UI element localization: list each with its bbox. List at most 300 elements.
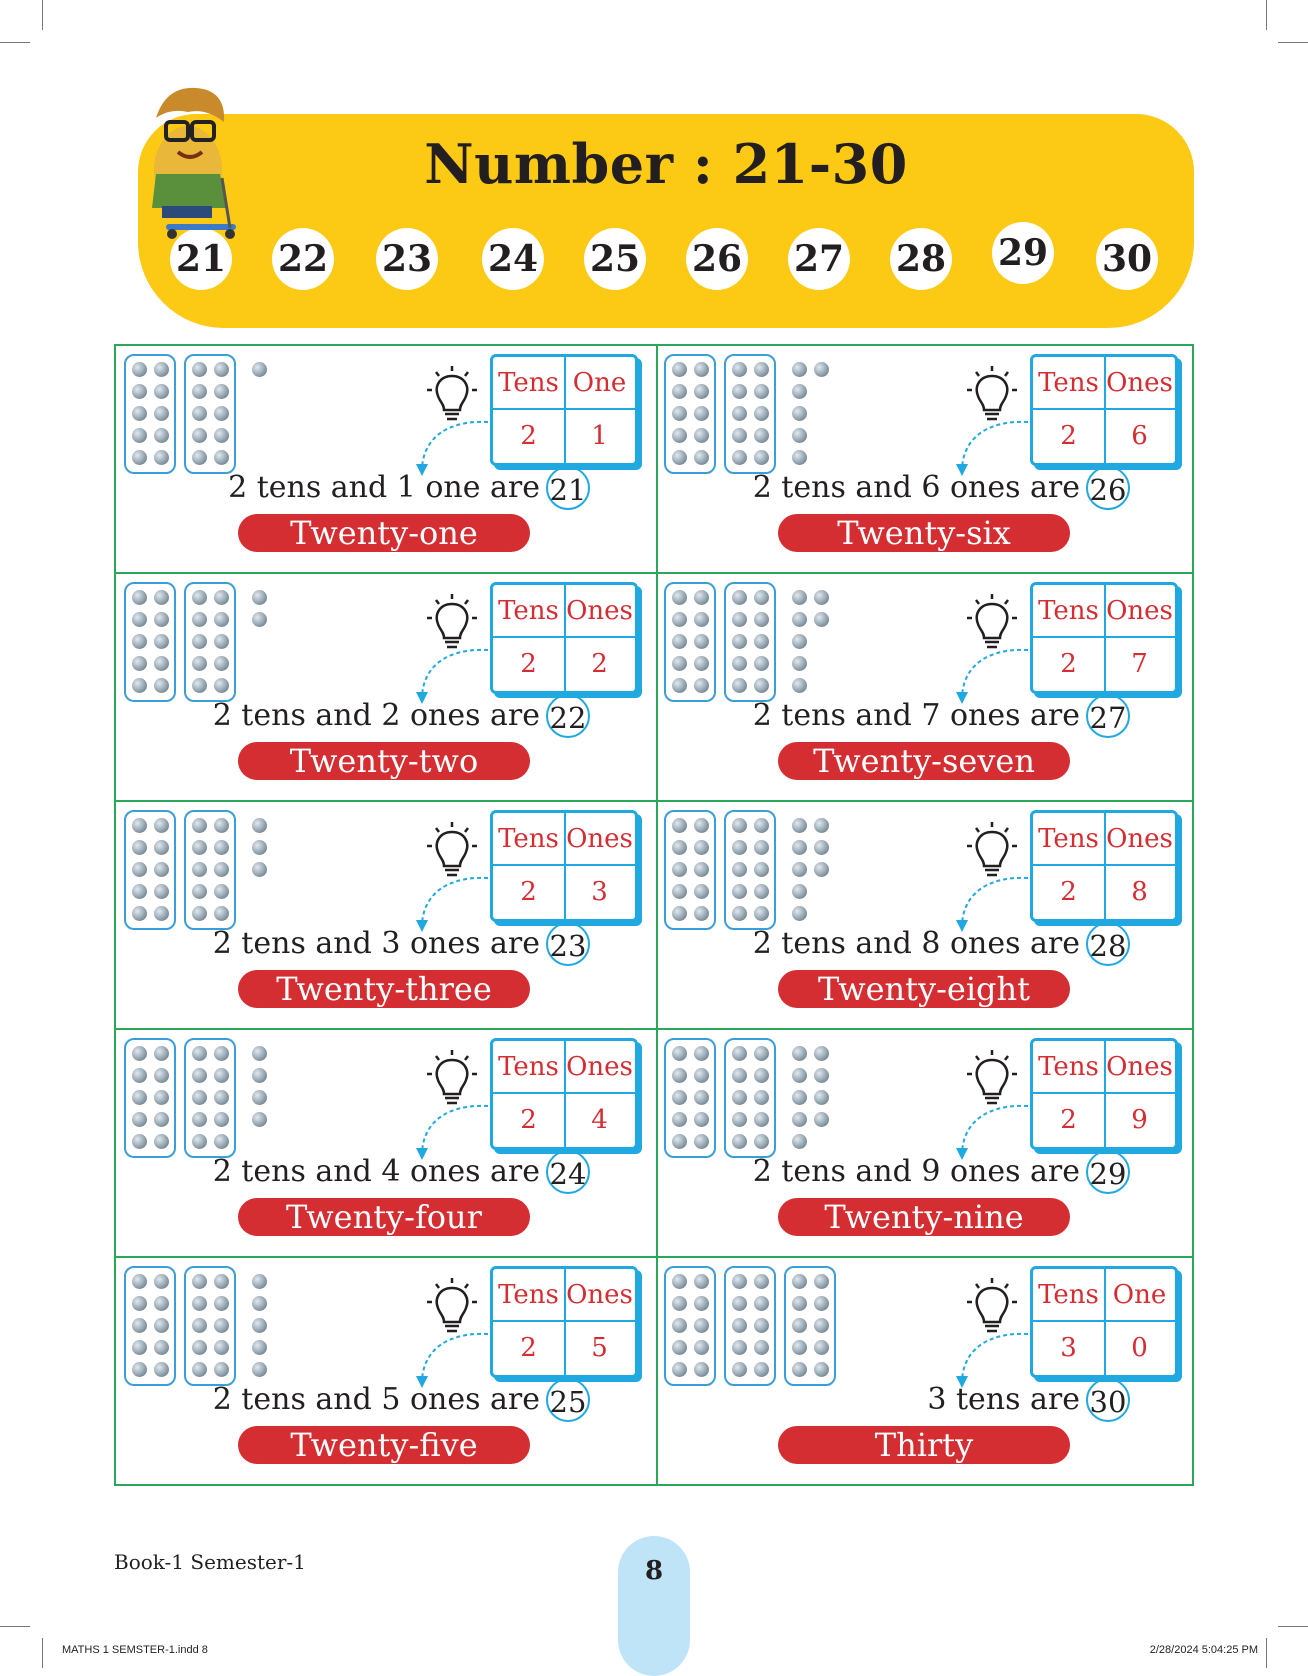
bead [732, 612, 747, 627]
bead [792, 428, 807, 443]
bead [732, 1046, 747, 1061]
bead [694, 1090, 709, 1105]
bead [154, 1090, 169, 1105]
number-bubble: 28 [890, 228, 952, 290]
bead [214, 590, 229, 605]
bead [792, 840, 807, 855]
bead [792, 406, 807, 421]
crop-mark [42, 1638, 43, 1668]
bead [252, 612, 267, 627]
bead [732, 384, 747, 399]
bead [792, 1318, 807, 1333]
bead [792, 1340, 807, 1355]
bead [192, 884, 207, 899]
tens-ones-sentence: 2 tens and 5 ones are [212, 1382, 540, 1417]
number-card [654, 800, 1194, 1028]
tens-header: Tens [1038, 1280, 1099, 1310]
bead [732, 590, 747, 605]
number-row [160, 228, 1180, 294]
bead [192, 1068, 207, 1083]
bead [214, 1046, 229, 1061]
bead [754, 862, 769, 877]
file-slug: MATHS 1 SEMSTER-1.indd 8 [62, 1644, 208, 1656]
circled-number: 23 [546, 922, 590, 966]
bead [792, 1068, 807, 1083]
bead [214, 678, 229, 693]
bead [252, 840, 267, 855]
ones-value: 5 [591, 1333, 608, 1363]
bead [214, 1318, 229, 1333]
bead [132, 1340, 147, 1355]
bead [252, 1318, 267, 1333]
bead [214, 1068, 229, 1083]
bead [694, 362, 709, 377]
bead [694, 612, 709, 627]
bead [754, 656, 769, 671]
crop-mark [42, 0, 43, 30]
number-bubble: 30 [1096, 228, 1158, 290]
bead [792, 1090, 807, 1105]
bead [672, 590, 687, 605]
lightbulb-icon [426, 592, 478, 652]
bead [132, 612, 147, 627]
tens-header: Tens [498, 824, 559, 854]
bead [154, 906, 169, 921]
bead [694, 1068, 709, 1083]
bead [132, 634, 147, 649]
number-card [654, 344, 1194, 572]
number-bubble: 29 [992, 222, 1054, 284]
bead [154, 1068, 169, 1083]
bead [154, 840, 169, 855]
bead [154, 1274, 169, 1289]
bead [792, 362, 807, 377]
bead [814, 840, 829, 855]
bead [192, 1046, 207, 1061]
bead [214, 1296, 229, 1311]
bead [132, 1090, 147, 1105]
ones-header: One [1112, 1280, 1167, 1310]
bead [252, 1274, 267, 1289]
bead [672, 818, 687, 833]
bead [214, 1362, 229, 1377]
bead [732, 1296, 747, 1311]
ones-header: Ones [566, 824, 633, 854]
ones-value: 0 [1131, 1333, 1148, 1363]
bead [154, 884, 169, 899]
bead [732, 450, 747, 465]
bead [814, 1112, 829, 1127]
bead [694, 1362, 709, 1377]
tens-value: 2 [520, 649, 537, 679]
tens-header: Tens [498, 1052, 559, 1082]
bead [792, 1046, 807, 1061]
lightbulb-icon [966, 1048, 1018, 1108]
bead [754, 1274, 769, 1289]
bead [214, 818, 229, 833]
crop-mark [0, 42, 30, 43]
bead [252, 362, 267, 377]
bead [252, 862, 267, 877]
place-value-table [1030, 810, 1178, 922]
place-value-table [1030, 354, 1178, 466]
bead [214, 1274, 229, 1289]
bead [792, 656, 807, 671]
bead [192, 656, 207, 671]
bead [732, 1340, 747, 1355]
bead [154, 1362, 169, 1377]
bead [672, 862, 687, 877]
bead [132, 1112, 147, 1127]
ones-value: 8 [1131, 877, 1148, 907]
bead [252, 590, 267, 605]
bead [214, 1134, 229, 1149]
bead [732, 1274, 747, 1289]
bead [732, 1134, 747, 1149]
bead [252, 1296, 267, 1311]
bead [214, 656, 229, 671]
bead [132, 656, 147, 671]
bead [672, 884, 687, 899]
place-value-table [490, 1038, 638, 1150]
number-card [654, 572, 1194, 800]
bead [672, 656, 687, 671]
number-bubble: 26 [686, 228, 748, 290]
ones-value: 6 [1131, 421, 1148, 451]
bead [754, 1362, 769, 1377]
bead [732, 678, 747, 693]
bead [252, 1090, 267, 1105]
number-card [654, 1028, 1194, 1256]
bead [754, 384, 769, 399]
number-card [114, 800, 654, 1028]
tens-value: 2 [1060, 877, 1077, 907]
bead [694, 450, 709, 465]
bead [694, 818, 709, 833]
tens-ones-sentence: 2 tens and 9 ones are [752, 1154, 1080, 1189]
bead [672, 634, 687, 649]
bead [252, 818, 267, 833]
bead [754, 1340, 769, 1355]
bead [814, 818, 829, 833]
bead [672, 840, 687, 855]
number-word-label: Twenty-one [238, 514, 530, 552]
lightbulb-icon [966, 592, 1018, 652]
bead [132, 362, 147, 377]
ones-header: Ones [1106, 824, 1173, 854]
bead [214, 428, 229, 443]
bead [672, 406, 687, 421]
bead [814, 1296, 829, 1311]
bead [192, 590, 207, 605]
bead [792, 1274, 807, 1289]
mascot-illustration [126, 78, 256, 240]
bead [694, 862, 709, 877]
bead [132, 1134, 147, 1149]
bead [132, 818, 147, 833]
crop-mark [0, 1626, 30, 1627]
crop-mark [1278, 42, 1308, 43]
bead [132, 1296, 147, 1311]
bead [732, 818, 747, 833]
bead [754, 1068, 769, 1083]
bead [154, 384, 169, 399]
bead [754, 406, 769, 421]
bead [694, 884, 709, 899]
bead [732, 656, 747, 671]
bead [154, 656, 169, 671]
bead [694, 1046, 709, 1061]
bead [814, 362, 829, 377]
bead [792, 1362, 807, 1377]
bead [792, 1296, 807, 1311]
tens-header: Tens [1038, 824, 1099, 854]
circled-number: 30 [1086, 1378, 1130, 1422]
bead [672, 612, 687, 627]
bead [792, 884, 807, 899]
bead [132, 1362, 147, 1377]
number-word-label: Thirty [778, 1426, 1070, 1464]
tens-ones-sentence: 2 tens and 2 ones are [212, 698, 540, 733]
bead [694, 906, 709, 921]
bead [252, 1362, 267, 1377]
crop-mark [1266, 0, 1267, 30]
bead [214, 612, 229, 627]
tens-value: 2 [520, 421, 537, 451]
bead [694, 1274, 709, 1289]
bead [192, 362, 207, 377]
bead [792, 590, 807, 605]
bead [754, 634, 769, 649]
bead [252, 1046, 267, 1061]
bead [154, 450, 169, 465]
ones-header: Ones [566, 1052, 633, 1082]
bead [732, 428, 747, 443]
bead [694, 1296, 709, 1311]
bead [192, 1296, 207, 1311]
bead [192, 818, 207, 833]
bead [192, 678, 207, 693]
number-bubble: 24 [482, 228, 544, 290]
bead [754, 590, 769, 605]
bead [132, 862, 147, 877]
bead [672, 1362, 687, 1377]
number-card [114, 572, 654, 800]
ones-value: 3 [591, 877, 608, 907]
bead [154, 406, 169, 421]
circled-number: 26 [1086, 466, 1130, 510]
bead [192, 1112, 207, 1127]
bead [154, 1318, 169, 1333]
bead [732, 884, 747, 899]
bead [754, 612, 769, 627]
lightbulb-icon [426, 364, 478, 424]
bead [754, 428, 769, 443]
bead [672, 1112, 687, 1127]
bead [732, 634, 747, 649]
bead [132, 906, 147, 921]
bead [214, 384, 229, 399]
tens-value: 2 [1060, 421, 1077, 451]
tens-header: Tens [498, 368, 559, 398]
number-bubble: 23 [376, 228, 438, 290]
bead [672, 678, 687, 693]
crop-mark [1278, 1626, 1308, 1627]
number-bubble: 27 [788, 228, 850, 290]
ones-value: 7 [1131, 649, 1148, 679]
number-card [114, 1256, 654, 1484]
ones-header: Ones [1106, 1052, 1173, 1082]
number-word-label: Twenty-seven [778, 742, 1070, 780]
bead [132, 428, 147, 443]
bead [192, 1362, 207, 1377]
bead [192, 906, 207, 921]
bead [694, 840, 709, 855]
lightbulb-icon [966, 820, 1018, 880]
tens-ones-sentence: 2 tens and 3 ones are [212, 926, 540, 961]
bead [214, 634, 229, 649]
bead [214, 450, 229, 465]
bead [792, 450, 807, 465]
lightbulb-icon [426, 820, 478, 880]
bead [132, 1068, 147, 1083]
bead [672, 1046, 687, 1061]
bead [732, 840, 747, 855]
lightbulb-icon [426, 1276, 478, 1336]
bead [694, 590, 709, 605]
bead [192, 634, 207, 649]
circled-number: 25 [546, 1378, 590, 1422]
bead [154, 1046, 169, 1061]
bead [754, 818, 769, 833]
ones-value: 4 [591, 1105, 608, 1135]
bead [252, 1340, 267, 1355]
bead [154, 1296, 169, 1311]
bead [192, 1134, 207, 1149]
bead [814, 612, 829, 627]
lightbulb-icon [426, 1048, 478, 1108]
circled-number: 27 [1086, 694, 1130, 738]
bead [694, 1318, 709, 1333]
bead [732, 1090, 747, 1105]
page-number: 8 [618, 1536, 690, 1676]
bead [154, 1340, 169, 1355]
ones-header: Ones [566, 596, 633, 626]
bead [132, 384, 147, 399]
bead [792, 818, 807, 833]
bead [792, 906, 807, 921]
bead [792, 1134, 807, 1149]
bead [814, 1362, 829, 1377]
number-bubble: 25 [584, 228, 646, 290]
bead [154, 1112, 169, 1127]
tens-ones-sentence: 3 tens are [927, 1382, 1080, 1417]
bead [154, 428, 169, 443]
bead [672, 362, 687, 377]
bead [214, 1090, 229, 1105]
bead [694, 634, 709, 649]
number-card [114, 344, 654, 572]
bead [814, 1274, 829, 1289]
bead [754, 1046, 769, 1061]
bead [732, 906, 747, 921]
number-word-label: Twenty-three [238, 970, 530, 1008]
bead [154, 818, 169, 833]
bead [154, 678, 169, 693]
bead [732, 1362, 747, 1377]
bead [694, 428, 709, 443]
bead [192, 862, 207, 877]
bead [814, 1046, 829, 1061]
bead [814, 1340, 829, 1355]
bead [694, 1134, 709, 1149]
bead [754, 840, 769, 855]
bead [754, 362, 769, 377]
bead [732, 1112, 747, 1127]
number-word-label: Twenty-nine [778, 1198, 1070, 1236]
bead [754, 1134, 769, 1149]
bead [792, 862, 807, 877]
bead [214, 884, 229, 899]
bead [694, 1340, 709, 1355]
bead [672, 428, 687, 443]
bead [814, 1068, 829, 1083]
bead [154, 362, 169, 377]
tens-value: 2 [1060, 649, 1077, 679]
place-value-table [1030, 582, 1178, 694]
bead [214, 862, 229, 877]
bead [694, 656, 709, 671]
bead [754, 1296, 769, 1311]
tens-header: Tens [1038, 596, 1099, 626]
bead [754, 906, 769, 921]
bead [672, 450, 687, 465]
bead [754, 884, 769, 899]
circled-number: 24 [546, 1150, 590, 1194]
ones-header: One [572, 368, 627, 398]
number-card [654, 1256, 1194, 1484]
tens-ones-sentence: 2 tens and 4 ones are [212, 1154, 540, 1189]
bead [732, 862, 747, 877]
number-word-label: Twenty-six [778, 514, 1070, 552]
bead [192, 612, 207, 627]
bead [154, 590, 169, 605]
bead [192, 428, 207, 443]
bead [672, 1134, 687, 1149]
tens-header: Tens [1038, 368, 1099, 398]
bead [754, 678, 769, 693]
bead [814, 1090, 829, 1105]
bead [732, 1318, 747, 1333]
bead [672, 1274, 687, 1289]
bead [214, 1112, 229, 1127]
bead [132, 450, 147, 465]
tens-value: 3 [1060, 1333, 1077, 1363]
tens-value: 2 [520, 877, 537, 907]
ones-header: Ones [1106, 368, 1173, 398]
bead [814, 590, 829, 605]
ones-value: 1 [591, 421, 608, 451]
bead [792, 634, 807, 649]
place-value-table [1030, 1038, 1178, 1150]
number-card [114, 1028, 654, 1256]
bead [132, 406, 147, 421]
tens-ones-sentence: 2 tens and 8 ones are [752, 926, 1080, 961]
bead [252, 1068, 267, 1083]
bead [694, 406, 709, 421]
lightbulb-icon [966, 364, 1018, 424]
bead [132, 884, 147, 899]
